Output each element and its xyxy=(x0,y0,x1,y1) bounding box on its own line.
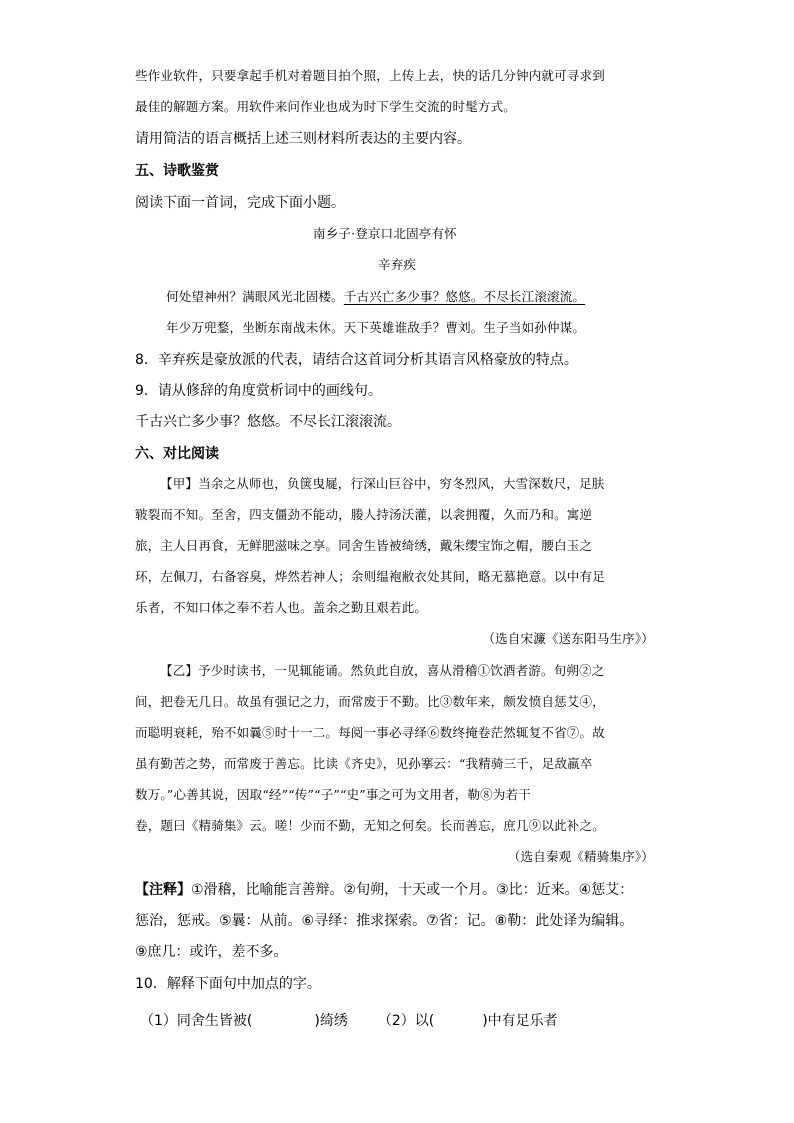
annotation-line-1 xyxy=(135,879,633,899)
material-text-line: 些作业软件，只要拿起手机对着题目拍个照，上传上去，快的话几分钟内就可寻求到 xyxy=(135,68,605,83)
q10-item-1-prefix: （1）同舍生皆被( xyxy=(140,1013,253,1029)
annotation-label: 【注释】 xyxy=(135,882,191,898)
question-10: 10．解释下面句中加点的字。 xyxy=(135,976,321,992)
passage-b-line: 而聪明衰耗，殆不如曩⑤时十一二。每阅一事必寻绎⑥数终掩卷茫然辄复不省⑦。故 xyxy=(135,725,605,740)
passage-b-line: 卷，题曰《精骑集》云。嗟！少而不勤，无知之何矣。长而善忘，庶几⑨以此补之。 xyxy=(135,818,605,833)
question-9-quoted-line: 千古兴亡多少事？悠悠。不尽长江滚滚流。 xyxy=(135,414,401,430)
passage-b-line: 间，把卷无几日。故虽有强记之力，而常废于不勤。比③数年来，颇发愤自惩艾④， xyxy=(135,694,605,709)
passage-b-line: 数万。”心善其说，因取“经”“传”“子”“史”事之可为文用者，勒⑧为若干 xyxy=(135,787,531,802)
q10-item-2-suffix: )中有足乐者 xyxy=(482,1013,558,1029)
passage-a-line: 皲裂而不知。至舍，四支僵劲不能动，媵人持汤沃灌，以衾拥覆，久而乃和。寓逆 xyxy=(135,507,593,522)
question-prompt: 请用简洁的语言概括上述三则材料所表达的主要内容。 xyxy=(135,131,471,147)
passage-a-line: 旅，主人日再食，无鲜肥滋味之享。同舍生皆被绮绣，戴朱缨宝饰之帽，腰白玉之 xyxy=(135,538,593,553)
q10-item-1-suffix: )绮绣 xyxy=(314,1013,348,1029)
annotation-text: ①滑稽，比喻能言善辩。②旬朔，十天或一个月。③比：近来。④惩艾： xyxy=(191,882,634,898)
passage-a-source: （选自宋濂《送东阳马生序》） xyxy=(482,631,654,646)
section-heading-comparative: 六、对比阅读 xyxy=(135,446,219,462)
poem-line-1-part-a: 何处望神州？满眼风光北固楼。 xyxy=(166,289,344,304)
poem-author: 辛弃疾 xyxy=(378,257,417,272)
question-10-items xyxy=(140,1010,558,1030)
q10-item-2-prefix: （2）以( xyxy=(377,1013,435,1029)
poem-line-2: 年少万兜鍪，坐断东南战未休。天下英雄谁敌手？曹刘。生子当如孙仲谋。 xyxy=(166,320,586,335)
poem-line-1 xyxy=(166,287,585,305)
section-heading-poetry: 五、诗歌鉴赏 xyxy=(135,163,219,179)
poetry-instruction: 阅读下面一首词，完成下面小题。 xyxy=(135,195,345,211)
poem-title: 南乡子·登京口北固亭有怀 xyxy=(313,226,457,241)
annotation-line-2: 惩治，惩戒。⑤曩：从前。⑥寻绎：推求探索。⑦省：记。⑧勒：此处译为编辑。 xyxy=(135,913,634,929)
poem-underlined-line: 千古兴亡多少事？悠悠。不尽长江滚滚流。 xyxy=(343,289,586,304)
annotation-line-3: ⑨庶几：或许，差不多。 xyxy=(135,944,288,960)
passage-b-source: （选自秦观《精骑集序》） xyxy=(507,849,654,864)
passage-b-line: 【乙】予少时读书，一见辄能诵。然负此自放，喜从滑稽①饮酒者游。旬朔②之 xyxy=(160,663,605,678)
passage-a-line: 乐者，不知口体之奉不若人也。盖余之勤且艰若此。 xyxy=(135,600,428,615)
question-9: 9．请从修辞的角度赏析词中的画线句。 xyxy=(135,383,382,399)
material-text-line: 最佳的解题方案。用软件来问作业也成为时下学生交流的时髦方式。 xyxy=(135,99,517,114)
passage-a-line: 【甲】当余之从师也，负箧曳屣，行深山巨谷中，穷冬烈风，大雪深数尺，足肤 xyxy=(160,476,605,491)
passage-a-line: 环，左佩刀，右备容臭，烨然若神人；余则缊袍敝衣处其间，略无慕艳意。以中有足 xyxy=(135,569,605,584)
passage-b-line: 虽有勤苦之势，而常废于善忘。比读《齐史》，见孙搴云：“我精骑三千，足敌羸卒 xyxy=(135,756,593,771)
question-8: 8．辛弃疾是豪放派的代表，请结合这首词分析其语言风格豪放的特点。 xyxy=(135,352,578,368)
